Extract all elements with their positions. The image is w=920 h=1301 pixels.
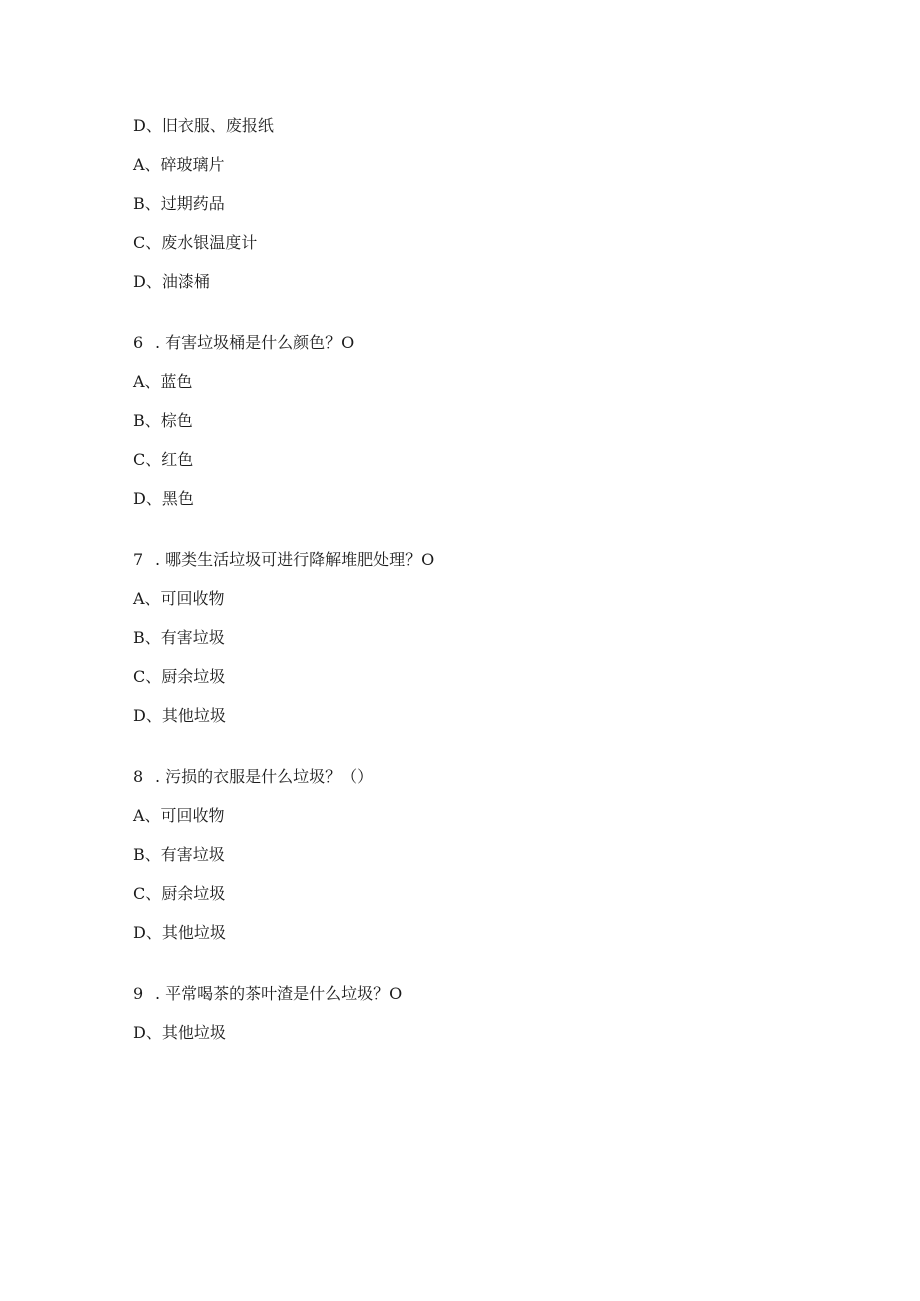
option-line: B、有害垃圾	[133, 845, 225, 864]
option-line: D、其他垃圾	[133, 923, 226, 942]
option-line: A、可回收物	[133, 589, 225, 608]
question-number: 6	[133, 333, 144, 352]
option-line: C、红色	[133, 450, 194, 469]
option-line: D、其他垃圾	[133, 706, 226, 725]
question-line	[133, 550, 434, 570]
question-line	[133, 767, 373, 787]
option-line: D、油漆桶	[133, 272, 210, 291]
question-number: 9	[133, 984, 144, 1003]
question-text: . 污损的衣服是什么垃圾？（）	[155, 767, 374, 786]
option-line: A、蓝色	[133, 372, 193, 391]
option-line: C、厨余垃圾	[133, 884, 226, 903]
option-line: B、棕色	[133, 411, 193, 430]
option-line: A、碎玻璃片	[133, 155, 225, 174]
option-line: D、旧衣服、废报纸	[133, 116, 274, 135]
question-line	[133, 333, 354, 353]
option-line: C、厨余垃圾	[133, 667, 226, 686]
question-text: . 平常喝茶的茶叶渣是什么垃圾？O	[155, 984, 403, 1003]
option-line: C、废水银温度计	[133, 233, 258, 252]
option-line: D、其他垃圾	[133, 1023, 226, 1042]
option-line: D、黑色	[133, 489, 194, 508]
question-number: 8	[133, 767, 144, 786]
question-text: . 哪类生活垃圾可进行降解堆肥处理？O	[155, 550, 435, 569]
option-line: A、可回收物	[133, 806, 225, 825]
question-line	[133, 984, 402, 1004]
option-line: B、有害垃圾	[133, 628, 225, 647]
question-text: . 有害垃圾桶是什么颜色？O	[155, 333, 355, 352]
question-number: 7	[133, 550, 144, 569]
option-line: B、过期药品	[133, 194, 225, 213]
